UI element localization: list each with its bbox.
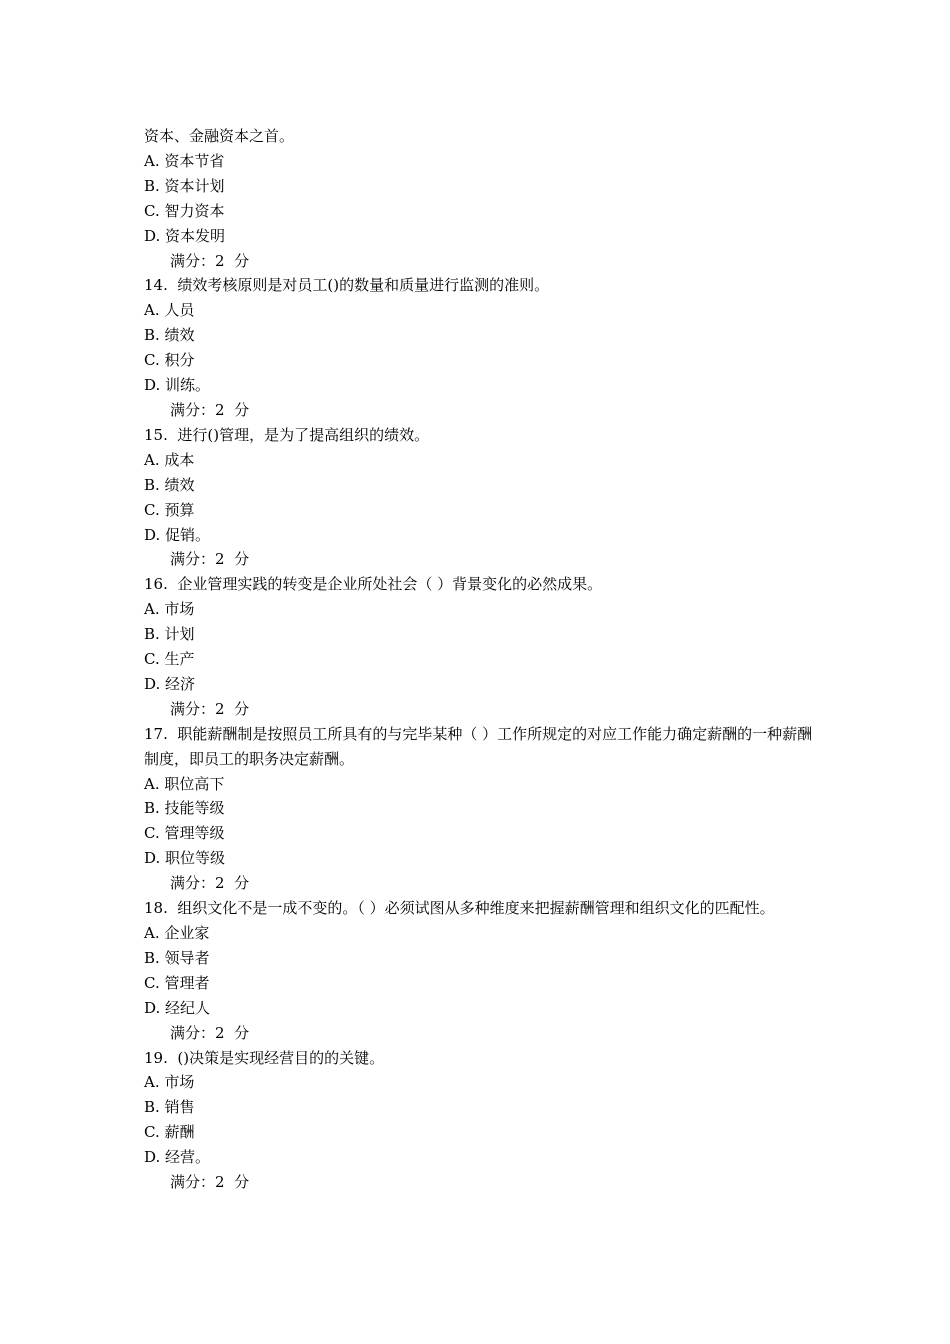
option-c: C. 薪酬 <box>144 1123 195 1142</box>
option-a: A. 资本节省 <box>144 151 225 170</box>
option-a: A. 职位高下 <box>144 774 225 793</box>
option-d: D. 经营。 <box>144 1148 211 1167</box>
question-14 <box>144 273 814 422</box>
option-d: D. 训练。 <box>144 376 211 395</box>
option-c: C. 积分 <box>144 351 195 370</box>
question-16 <box>144 572 814 721</box>
option-a: A. 市场 <box>144 1073 195 1092</box>
option-d: D. 经济 <box>144 674 196 693</box>
option-a: A. 市场 <box>144 600 195 619</box>
option-d: D. 经纪人 <box>144 998 211 1017</box>
question-17 <box>144 722 814 896</box>
question-text: 14. 绩效考核原则是对员工()的数量和质量进行监测的准则。 <box>144 276 550 295</box>
option-d: D. 促销。 <box>144 525 211 544</box>
question-text: 17. 职能薪酬制是按照员工所具有的与完毕某种（ ）工作所规定的对应工作能力确定薪酬的一种薪酬制度，即员工的职务决定薪酬。 <box>144 724 813 768</box>
option-c: C. 管理者 <box>144 973 210 992</box>
option-c: C. 预算 <box>144 500 195 519</box>
question-score: 满分：2 分 <box>170 400 250 419</box>
option-b: B. 绩效 <box>144 475 195 494</box>
option-b: B. 绩效 <box>144 326 195 345</box>
option-c: C. 生产 <box>144 650 195 669</box>
question-score: 满分：2 分 <box>170 251 250 270</box>
question-score: 满分：2 分 <box>170 550 250 569</box>
question-text: 19. ()决策是实现经营目的的关键。 <box>144 1048 385 1067</box>
option-b: B. 销售 <box>144 1098 195 1117</box>
option-b: B. 领导者 <box>144 948 210 967</box>
option-c: C. 管理等级 <box>144 824 225 843</box>
question-19 <box>144 1046 814 1195</box>
option-a: A. 人员 <box>144 301 195 320</box>
question-text: 15. 进行()管理，是为了提高组织的绩效。 <box>144 425 430 444</box>
question-15 <box>144 423 814 572</box>
question-score: 满分：2 分 <box>170 1023 250 1042</box>
option-d: D. 职位等级 <box>144 849 226 868</box>
option-a: A. 企业家 <box>144 924 210 942</box>
option-a: A. 成本 <box>144 450 195 469</box>
option-c: C. 智力资本 <box>144 201 225 220</box>
option-d: D. 资本发明 <box>144 226 226 245</box>
question-score: 满分：2 分 <box>170 699 250 718</box>
question-list <box>144 124 814 1195</box>
option-b: B. 资本计划 <box>144 176 225 195</box>
question-score: 满分：2 分 <box>170 874 250 893</box>
option-b: B. 计划 <box>144 625 195 644</box>
question-score: 满分：2 分 <box>170 1173 250 1192</box>
question-18 <box>144 896 814 1045</box>
question-text: 16. 企业管理实践的转变是企业所处社会（ ）背景变化的必然成果。 <box>144 575 603 594</box>
option-b: B. 技能等级 <box>144 799 225 818</box>
question-text: 资本、金融资本之首。 <box>144 127 295 145</box>
question-13-continued <box>144 124 814 273</box>
question-text: 18. 组织文化不是一成不变的。（ ）必须试图从多种维度来把握薪酬管理和组织文化的匹配性。 <box>144 899 775 918</box>
